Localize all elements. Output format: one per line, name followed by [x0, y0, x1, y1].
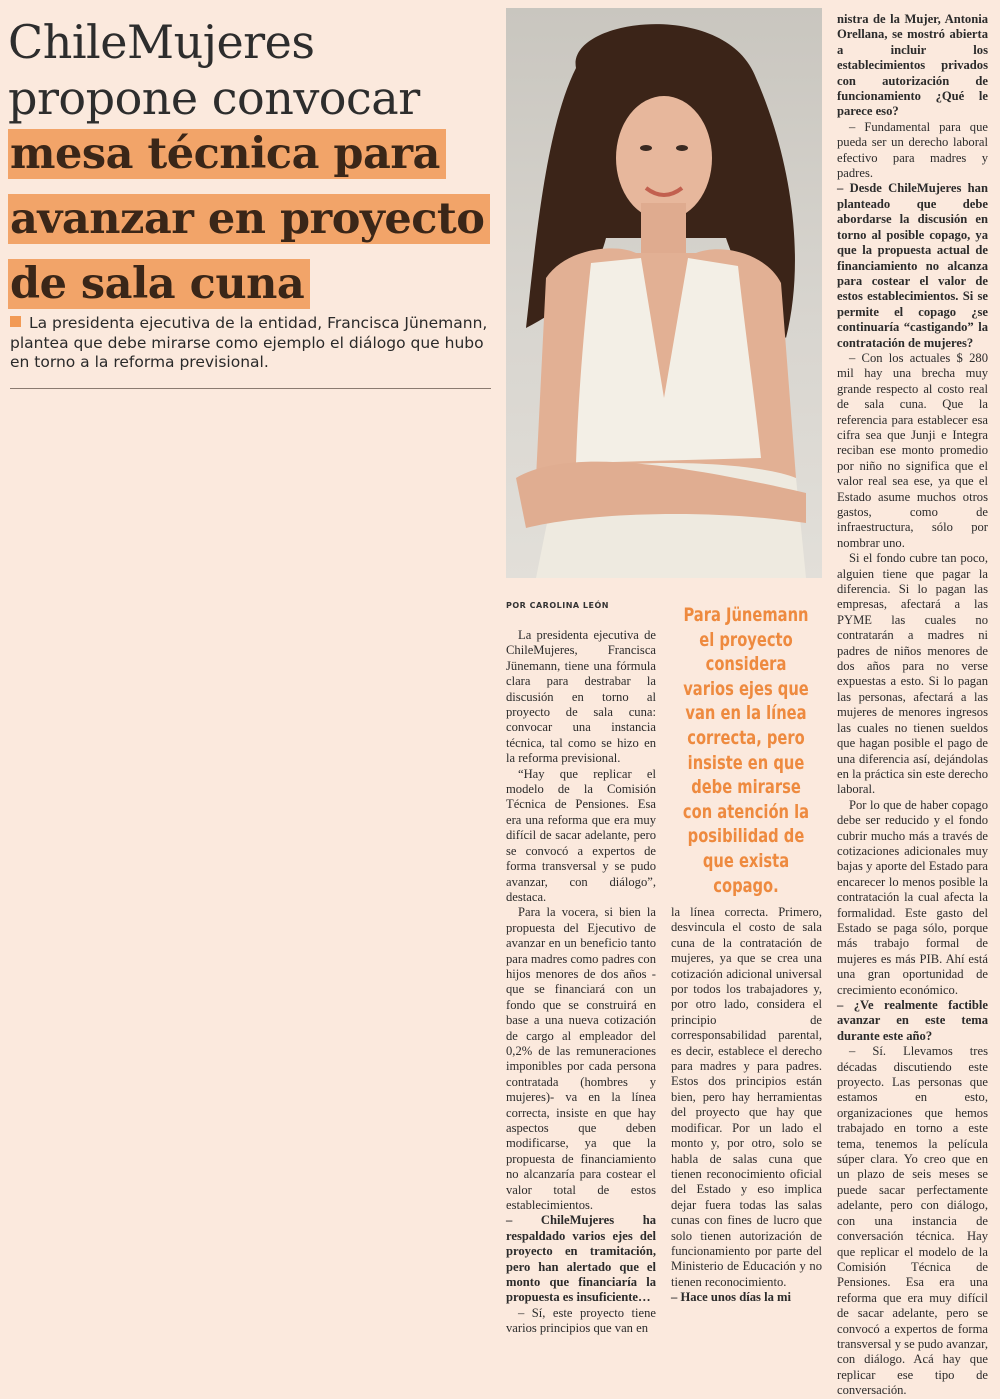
square-bullet-icon — [10, 316, 21, 327]
article-paragraph: “Hay que replicar el modelo de la Comisión Técnica de Pensiones. Esa era una reforma que era muy difícil de sacar adelante, pero se convocó a expertos de forma transversal y se pudo avanzar, con diálogo”, destaca. — [506, 766, 656, 904]
headline-line-2: propone convocar — [8, 71, 420, 125]
interview-question: nistra de la Mujer, Antonia Orellana, se mostró abierta a incluir los establecimientos privados con autorización de funcionamiento ¿Qué le parece eso? — [837, 12, 988, 119]
article-paragraph: – Sí. Llevamos tres décadas discutiendo este proyecto. Las personas que estamos en esto, organizaciones que hemos trabajado en torno a este tema, tenemos la película súper clara. Yo creo que en un plazo de seis meses se puede sacar perfectamente adelante, pero con diálogo, con una instancia de conversación técnica. Hay que replicar el modelo de la Comisión Técnica de Pensiones. Esa era una reforma que era muy difícil de sacar adelante, pero se convocó a expertos de forma transversal y se pudo avanzar, con diálogo. Acá hay que replicar ese tipo de conversación. — [837, 1044, 988, 1398]
interview-question: – Desde ChileMujeres han planteado que debe abordarse la discusión en torno al posible copago, ya que la propuesta actual de financiamiento no alcanza para costear el valor de estos establecimientos. Si se permite el copago ¿se continuaría “castigando” la contratación de mujeres? — [837, 181, 988, 350]
interview-question: – ChileMujeres ha respaldado varios ejes del proyecto en tramitación, pero han alertado que el monto que financiaría la propuesta es insuficiente… — [506, 1213, 656, 1305]
article-column-3 — [837, 12, 988, 1399]
lead-text: La presidenta ejecutiva de la entidad, Francisca Jünemann, plantea que debe mirarse como ejemplo el diálogo que hubo en torno a la reforma previsional. — [10, 314, 488, 371]
woman-portrait-illustration — [506, 8, 822, 578]
article-paragraph: La presidenta ejecutiva de ChileMujeres, Francisca Jünemann, tiene una fórmula clara para destrabar la discusión en torno al proyecto de sala cuna: convocar una instancia técnica, tal como se hizo en la reforma previsional. — [506, 628, 656, 766]
pull-quote: Para Jünemann el proyecto considera varios ejes que van en la línea correcta, pero insiste en que debe mirarse con atención la posibilidad de que exista copago. — [682, 604, 810, 897]
headline-highlight-2: avanzar en proyecto — [8, 194, 490, 244]
article-paragraph: – Sí, este proyecto tiene varios principios que van en — [506, 1305, 656, 1336]
byline: POR CAROLINA LEÓN — [506, 601, 609, 610]
article-paragraph: la línea correcta. Primero, desvincula el costo de sala cuna de la contratación de mujeres, ya que se crea una cotización adicional universal por todos los trabajadores y, por otro lado, considera el principio de corresponsabilidad parental, es decir, establece el derecho para madres y para padres. Estos dos principios están bien, pero hay herramientas del proyecto que hay que modificar. Por un lado el monto y, por otro, solo se habla de salas cuna que tienen reconocimiento oficial del Estado y eso implica dejar fuera todas las salas cunas con fines de lucro que solo tienen autorización de funcionamiento por parte del Ministerio de Educación y no tienen reconocimiento. — [671, 905, 822, 1289]
article-paragraph: Si el fondo cubre tan poco, alguien tiene que pagar la diferencia. Si lo pagan las empresas, afectará a las PYME las cuales no contratarán a madres ni padres de niños menores de dos años para no verse expuestas a esto. Si lo pagan las personas, afectará a las mujeres de menores ingresos las cuales no tienen sueldos que hagan posible el pago de una diferencia así, dejándolas en la práctica sin este derecho laboral. — [837, 551, 988, 797]
article-paragraph: Por lo que de haber copago debe ser reducido y el fondo cubrir mucho más a través de cotizaciones adicionales muy bajas y aporte del Estado para encarecer lo menos posible la contratación la cual afecta la formalidad. Este gasto del Estado se paga sólo, porque más trabajo formal de mujeres es más PIB. Ahí está una gran oportunidad de crecimiento económico. — [837, 797, 988, 997]
article-paragraph: – Fundamental para que pueda ser un derecho laboral efectivo para madres y padres. — [837, 119, 988, 181]
portrait-photo — [506, 8, 822, 578]
headline-highlight-3: de sala cuna — [8, 259, 310, 309]
article-paragraph: – Con los actuales $ 280 mil hay una brecha muy grande respecto al costo real de sala cuna. Que la referencia para establecer esa cifra sea que Junji e Integra reciban ese monto promedio por niño no significa que el valor real sea ese, ya que el Estado asume muchos otros gastos, como de infraestructura, sólo por nombrar uno. — [837, 350, 988, 550]
interview-question: – Hace unos días la mi — [671, 1290, 792, 1305]
headline-line-1: ChileMujeres — [8, 15, 315, 69]
divider — [10, 388, 491, 389]
headline-highlight-1: mesa técnica para — [8, 129, 446, 179]
article-column-2 — [671, 905, 822, 1306]
article-paragraph: Para la vocera, si bien la propuesta del Ejecutivo de avanzar en un beneficio tanto para madres como padres con hijos menores de dos años -que se financiará con un fondo que se construirá en base a una nueva cotización de cargo al empleador del 0,2% de las remuneraciones imponibles por cada persona contratada (hombres y mujeres)- va en la línea correcta, insiste en que hay aspectos que deben modificarse, ya que la propuesta de financiamiento no alcanzaría para costear el valor total de estos establecimientos. — [506, 905, 656, 1213]
article-column-1 — [506, 628, 656, 1337]
headline — [8, 14, 498, 321]
interview-question: – ¿Ve realmente factible avanzar en este tema durante este año? — [837, 998, 988, 1043]
lead-paragraph — [10, 314, 492, 373]
